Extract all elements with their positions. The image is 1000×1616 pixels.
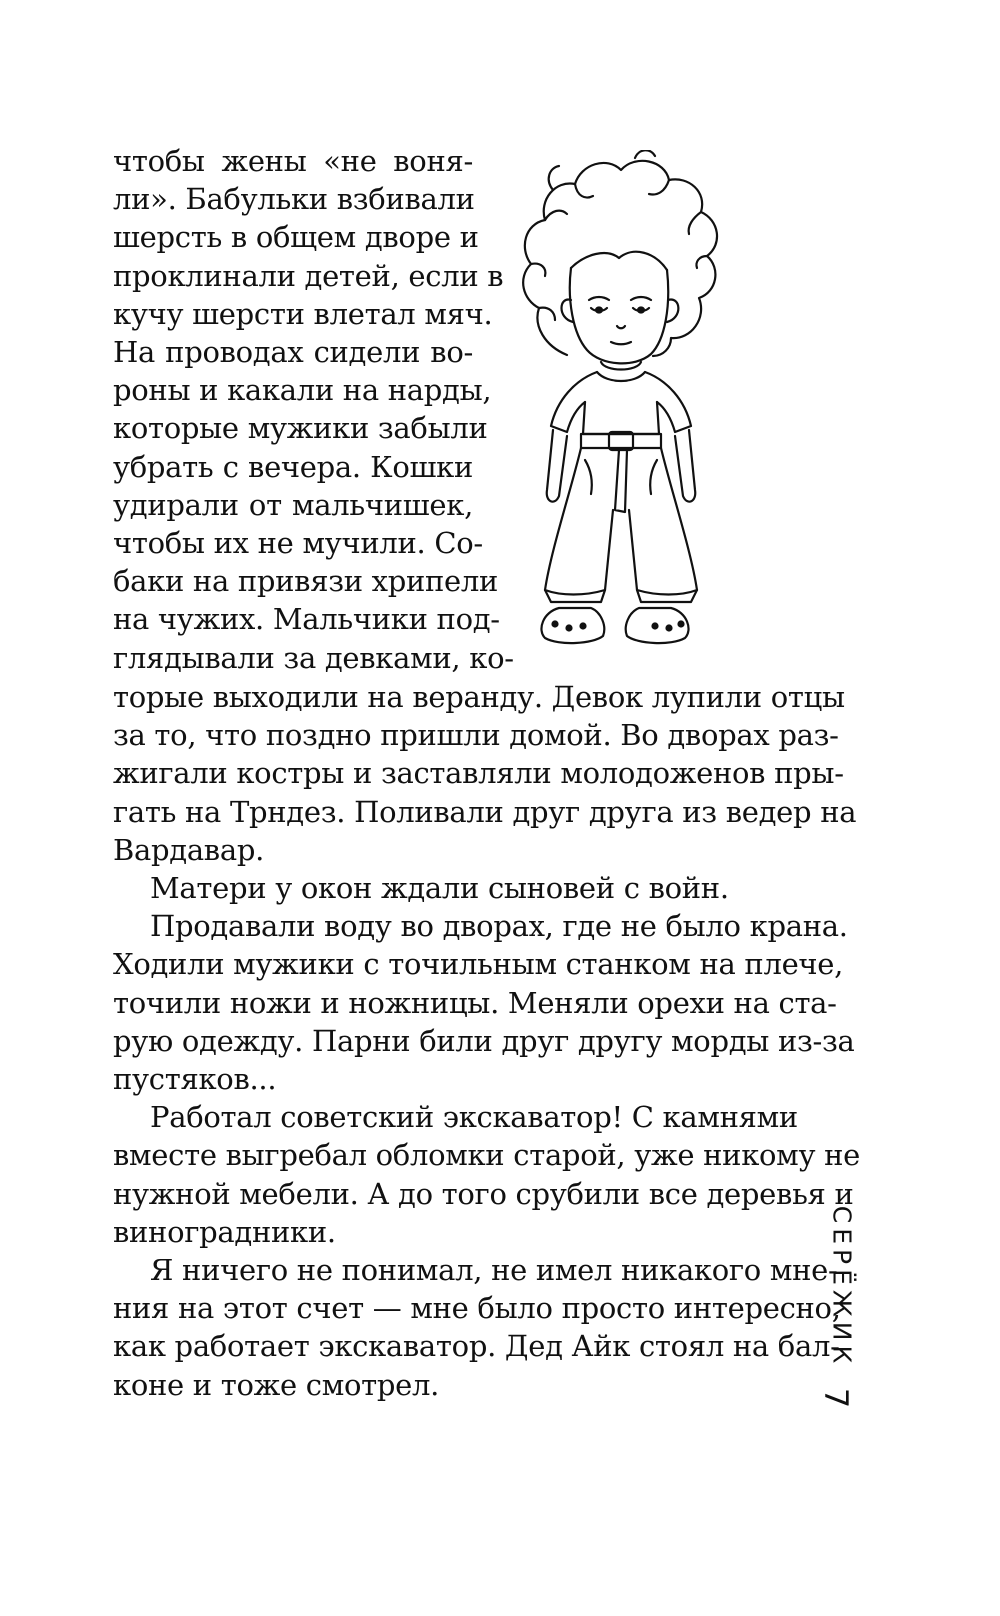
text-line: коне и тоже смотрел. (113, 1367, 440, 1402)
text-line: Я ничего не понимал, не имел никакого мне- (150, 1253, 838, 1288)
text-line: чтобы жены «не воня- (113, 144, 473, 178)
text-line: Ходили мужики с точильным станком на плече, (113, 947, 844, 982)
text-line: ли». Бабульки взбивали (113, 182, 475, 217)
text-line: как работает экскаватор. Дед Айк стоял на бал- (113, 1329, 840, 1364)
text-line: ния на этот счет — мне было просто интересно, (113, 1291, 841, 1326)
text-line: кучу шерсти влетал мяч. (113, 296, 493, 331)
text-line: точили ножи и ножницы. Меняли орехи на ста- (113, 985, 837, 1020)
narrow-text-column (113, 142, 514, 677)
text-line: шерсть в общем дворе и (113, 220, 479, 255)
text-line: Работал советский экскаватор! С камнями (150, 1100, 798, 1135)
text-line: роны и какали на нарды, (113, 373, 492, 408)
page-number-value: 7 (817, 1387, 855, 1409)
text-line: жигали костры и заставляли молодоженов пры- (113, 756, 844, 791)
text-line: глядывали за девками, ко- (113, 640, 514, 675)
boy-illustration (515, 150, 725, 670)
running-head-title: СЕРЁЖИК (827, 1205, 857, 1369)
text-line: за то, что поздно пришли домой. Во дворах раз- (113, 718, 839, 753)
text-line: нужной мебели. А до того срубили все деревья и (113, 1176, 854, 1211)
text-line: чтобы их не мучили. Со- (113, 526, 483, 561)
text-line: На проводах сидели во- (113, 335, 473, 370)
text-line: проклинали детей, если в (113, 258, 504, 293)
page-number (816, 1378, 856, 1418)
text-line: гать на Трндез. Поливали друг друга из ведер на (113, 794, 857, 829)
text-line: Матери у окон ждали сыновей с войн. (150, 871, 729, 906)
text-line: баки на привязи хрипели (113, 564, 499, 599)
boy-with-curly-hair-icon (515, 150, 725, 670)
text-line: убрать с вечера. Кошки (113, 449, 473, 484)
text-line: пустяков... (113, 1062, 277, 1097)
text-line: рую одежду. Парни били друг другу морды из-за (113, 1023, 855, 1058)
text-line: вместе выгребал обломки старой, уже никому не (113, 1138, 861, 1173)
text-line: которые мужики забыли (113, 411, 488, 446)
text-line: торые выходили на веранду. Девок лупили отцы (113, 680, 845, 714)
text-line: Вардавар. (113, 832, 265, 867)
text-line: Продавали воду во дворах, где не было крана. (150, 909, 848, 944)
text-line: виноградники. (113, 1214, 336, 1249)
running-head (822, 1205, 862, 1369)
text-line: на чужих. Мальчики под- (113, 602, 500, 637)
text-line: удирали от мальчишек, (113, 487, 473, 522)
